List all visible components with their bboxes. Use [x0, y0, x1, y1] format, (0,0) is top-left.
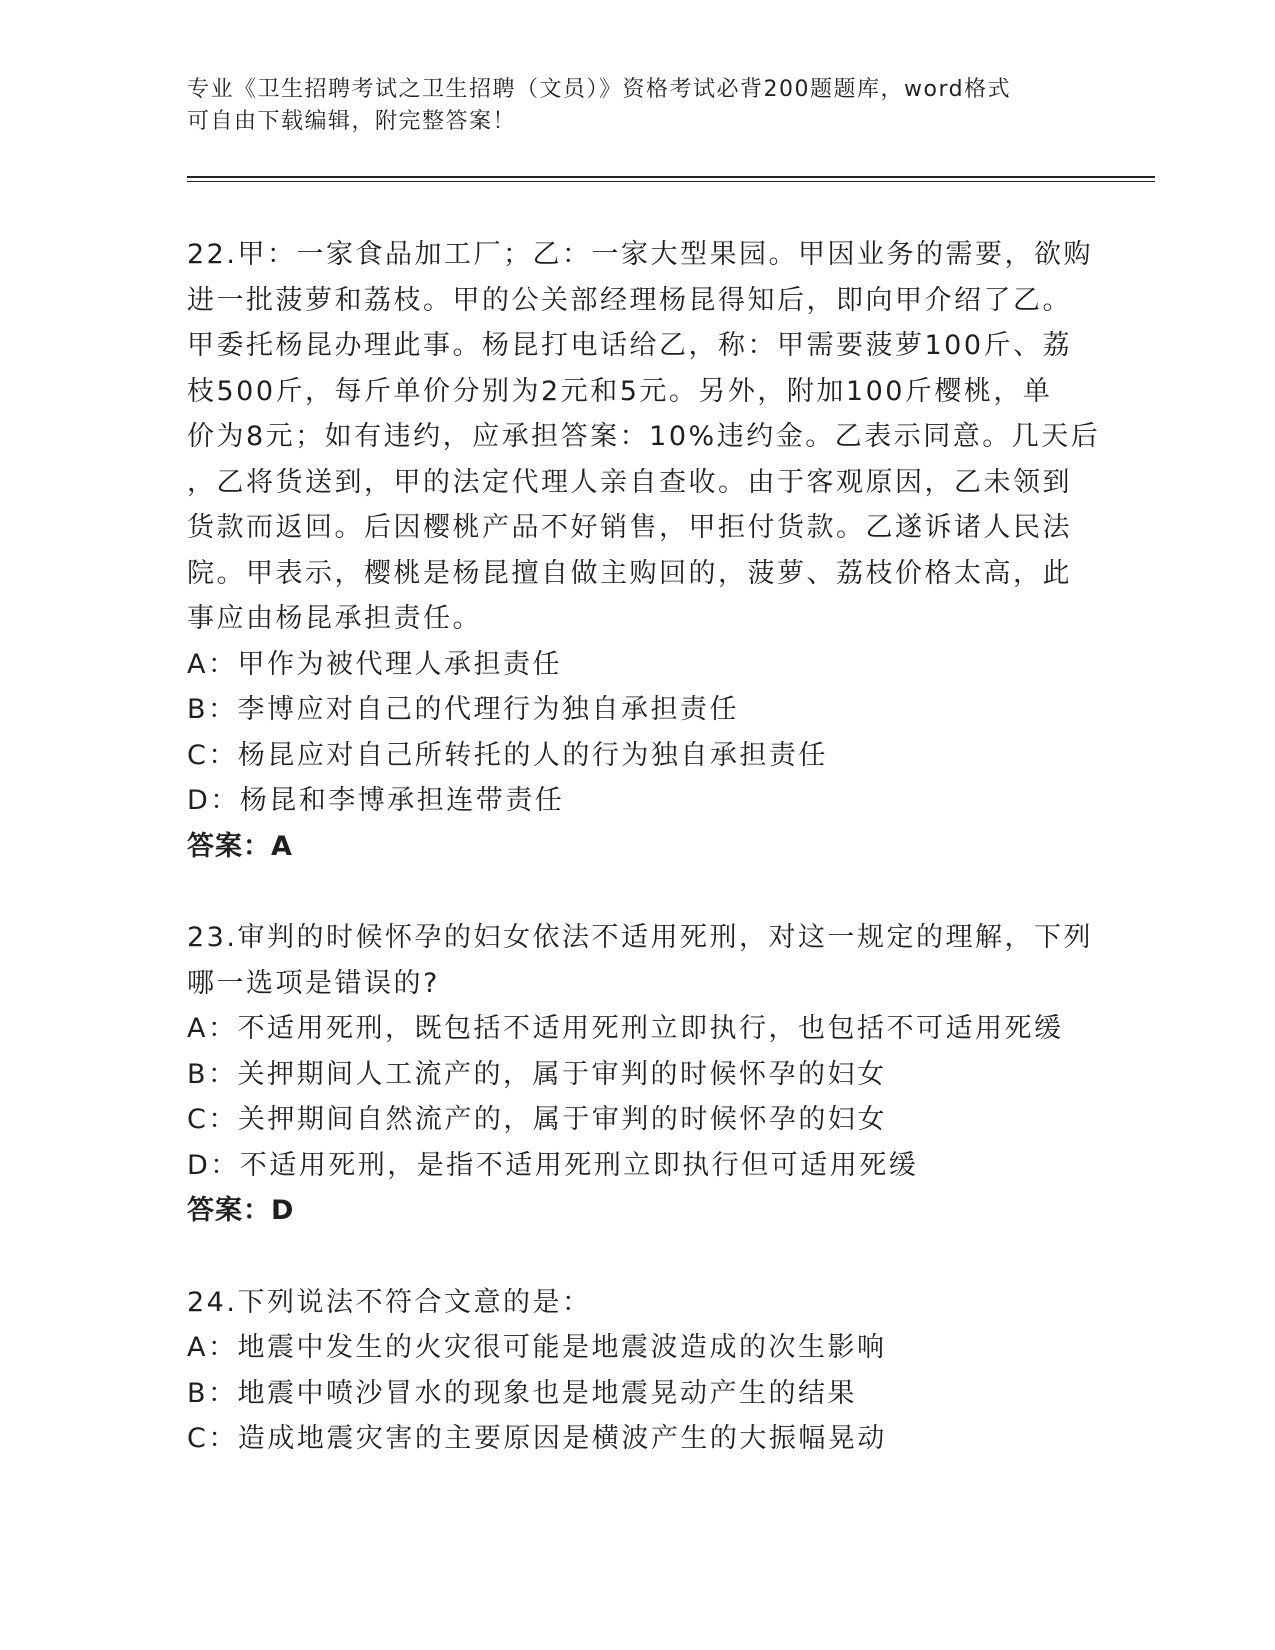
- question-24-option-b: B：地震中喷沙冒水的现象也是地震晃动产生的结果: [187, 1377, 858, 1409]
- question-spacer: [187, 869, 1087, 915]
- question-24-option-a: A：地震中发生的火灾很可能是地震波造成的次生影响: [187, 1332, 887, 1363]
- header-title-line-1: 专业《卫生招聘考试之卫生招聘（文员）》资格考试必背200题题库，word格式: [187, 77, 1012, 102]
- document-header: [187, 74, 1067, 138]
- question-22-stem-line: 枝500斤，每斤单价分别为2元和5元。另外，附加100斤樱桃，单: [187, 375, 1053, 407]
- question-22-answer: 答案：A: [187, 830, 293, 862]
- header-divider-thick: [187, 176, 1155, 178]
- question-22-stem-line: 进一批菠萝和荔枝。甲的公关部经理杨昆得知后，即向甲介绍了乙。: [187, 284, 1072, 316]
- question-spacer: [187, 1234, 1087, 1280]
- question-22-option-b: B：李博应对自己的代理行为独自承担责任: [187, 694, 740, 725]
- question-23-answer: 答案：D: [187, 1195, 295, 1226]
- question-23-option-a: A：不适用死刑，既包括不适用死刑立即执行，也包括不可适用死缓: [187, 1013, 1064, 1044]
- question-22-option-a: A：甲作为被代理人承担责任: [187, 648, 562, 680]
- question-22-stem-line: 甲委托杨昆办理此事。杨昆打电话给乙，称：甲需要菠萝100斤、荔: [187, 330, 1073, 361]
- question-22-stem-line: 货款而返回。后因樱桃产品不好销售，甲拒付货款。乙遂诉诸人民法: [187, 512, 1072, 543]
- question-23-option-d: D：不适用死刑，是指不适用死刑立即执行但可适用死缓: [187, 1149, 919, 1181]
- header-title-line-2: 可自由下载编辑，附完整答案！: [187, 109, 517, 134]
- question-22-stem-line: 事应由杨昆承担责任。: [187, 603, 482, 634]
- question-23-option-c: C：关押期间自然流产的，属于审判的时候怀孕的妇女: [187, 1104, 887, 1135]
- question-22-stem-line: 价为8元；如有违约，应承担答案：10%违约金。乙表示同意。几天后: [187, 421, 1101, 452]
- question-22: [187, 232, 1101, 869]
- question-22-stem-line: ，乙将货送到，甲的法定代理人亲自查收。由于客观原因，乙未领到: [187, 466, 1072, 498]
- header-divider-thin: [187, 181, 1155, 182]
- question-22-option-d: D：杨昆和李博承担连带责任: [187, 785, 565, 816]
- question-22-option-c: C：杨昆应对自己所转托的人的行为独自承担责任: [187, 739, 828, 771]
- question-23: [187, 915, 1093, 1234]
- question-24: [187, 1280, 1087, 1462]
- question-22-stem-line: 22.甲：一家食品加工厂；乙：一家大型果园。甲因业务的需要，欲购: [187, 239, 1093, 270]
- question-list: [187, 232, 1101, 1462]
- question-24-stem-line: 24.下列说法不符合文意的是：: [187, 1286, 592, 1318]
- question-22-stem-line: 院。甲表示，樱桃是杨昆擅自做主购回的，菠萝、荔枝价格太高，此: [187, 557, 1072, 589]
- question-23-stem-line: 23.审判的时候怀孕的妇女依法不适用死刑，对这一规定的理解，下列: [187, 922, 1093, 953]
- question-23-stem-line: 哪一选项是错误的?: [187, 967, 440, 999]
- question-23-option-b: B：关押期间人工流产的，属于审判的时候怀孕的妇女: [187, 1058, 887, 1090]
- question-24-option-c: C：造成地震灾害的主要原因是横波产生的大振幅晃动: [187, 1423, 887, 1454]
